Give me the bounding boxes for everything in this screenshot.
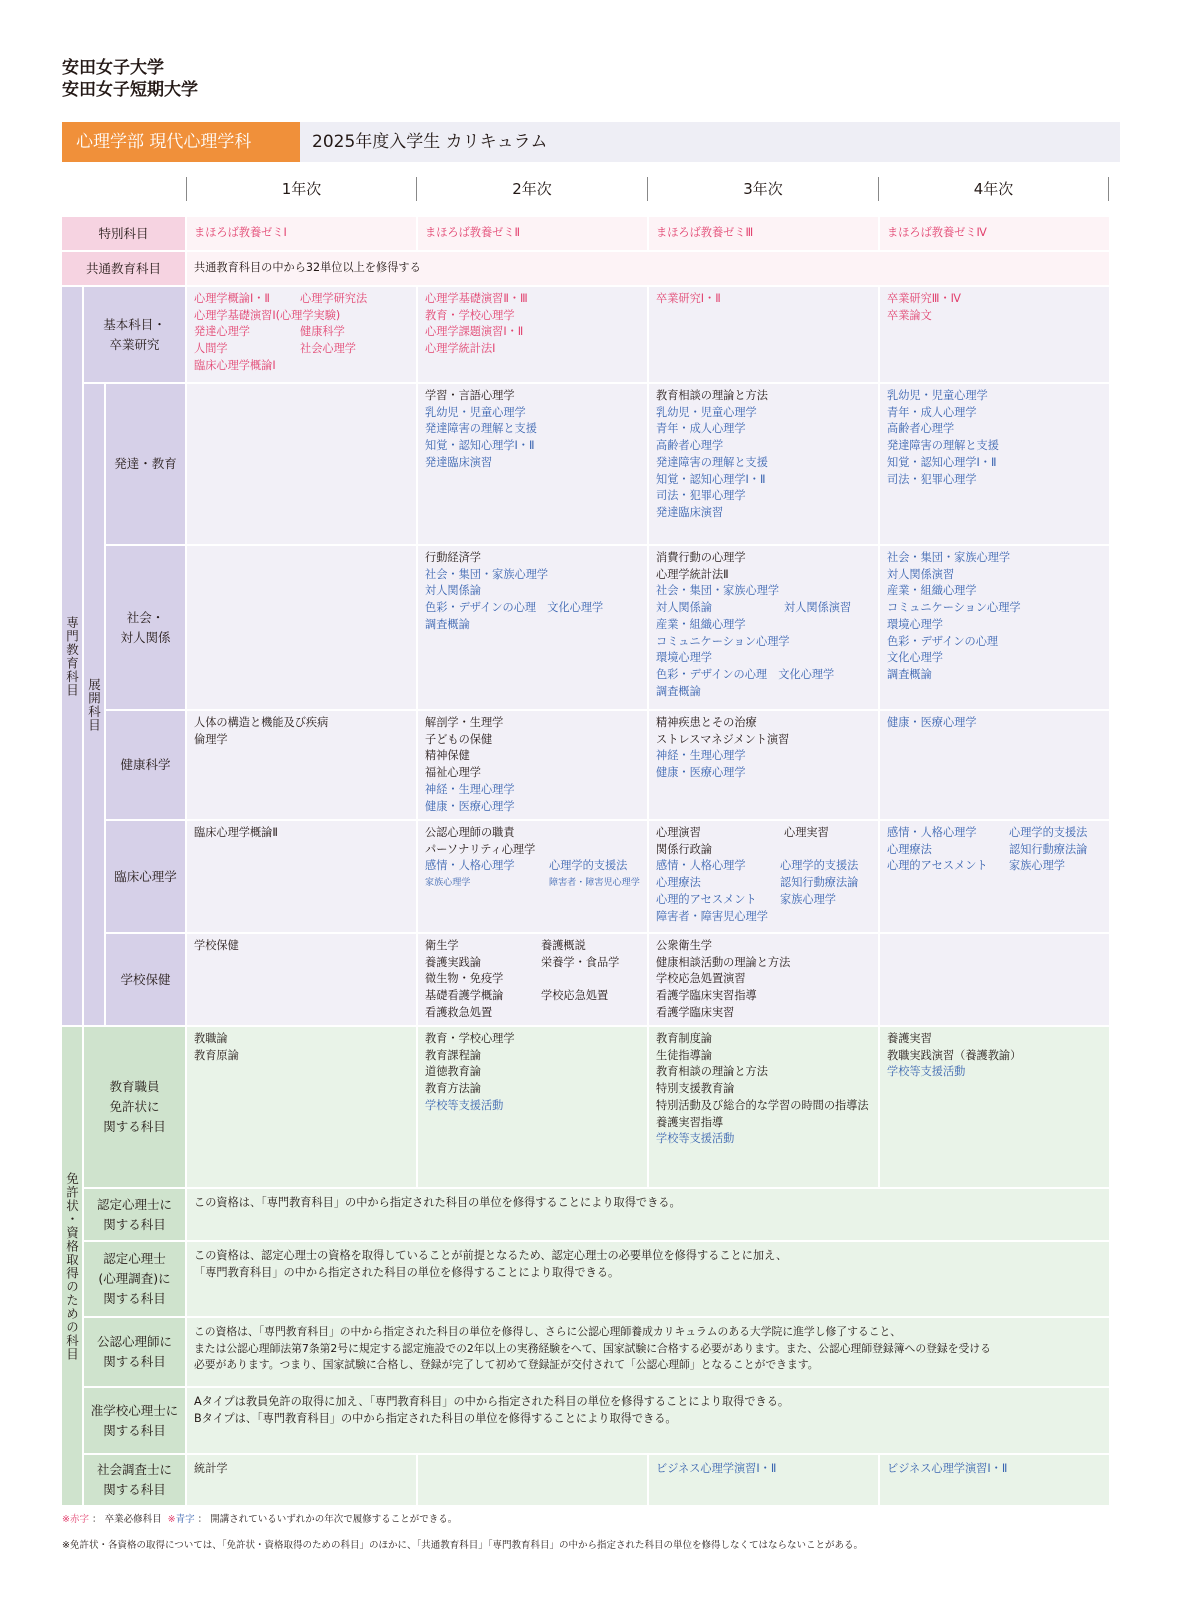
- course-item: 精神保健: [425, 749, 470, 763]
- course-pair: [194, 358, 409, 375]
- course-item: 健康科学: [300, 325, 345, 339]
- course-pair: [656, 634, 871, 651]
- special-y3: まほろば教養ゼミⅢ: [649, 217, 878, 250]
- course-item: パーソナリティ心理学: [425, 842, 536, 856]
- text-line: この資格は、認定心理士の資格を取得していることが前提となるため、認定心理士の必要単位を修得することに加え、: [194, 1249, 788, 1262]
- teacher-y1: [187, 1027, 416, 1187]
- course-item: 倫理学: [194, 732, 228, 746]
- course-item: 行動経済学: [425, 551, 481, 564]
- course-item: 学校応急処置演習: [656, 972, 746, 986]
- school-psych-label: 准学校心理士に 関する科目: [84, 1388, 185, 1453]
- course-item: 心理学基礎演習Ⅱ・Ⅲ: [425, 292, 528, 305]
- course-item: 家族心理学: [1009, 859, 1065, 873]
- course-item: 学習・言語心理学: [425, 389, 515, 402]
- course-item: 教育相談の理論と方法: [656, 389, 768, 402]
- course-item: 乳幼児・児童心理学: [425, 405, 526, 419]
- course-item: 色彩・デザインの心理: [887, 634, 999, 648]
- note-sep: ：: [197, 1514, 208, 1525]
- course-item: 心理学統計法Ⅱ: [656, 567, 729, 581]
- course-item: 心理学統計法Ⅰ: [425, 342, 496, 356]
- course-pair: [194, 341, 409, 358]
- course-item: 基礎看護学概論: [425, 989, 504, 1003]
- license-label: 免許状・資格取得のための科目: [62, 1027, 82, 1505]
- health-y3: [649, 711, 878, 819]
- course-item: 栄養学・食品学: [541, 955, 620, 969]
- course-item: 教育相談の理論と方法: [656, 1065, 768, 1079]
- basic-y1: [187, 287, 416, 382]
- course-item: 教育方法論: [425, 1082, 481, 1096]
- social-y2: [418, 546, 647, 709]
- course-item: 心理学基礎演習Ⅰ(心理学実験): [194, 308, 341, 322]
- special-y1: まほろば教養ゼミⅠ: [187, 217, 416, 250]
- course-item: 障害者・障害児心理学: [656, 909, 768, 923]
- cert-psych-text: この資格は、「専門教育科目」の中から指定された科目の単位を修得することにより取得できる。: [187, 1189, 1109, 1240]
- school-y3: [649, 934, 878, 1025]
- course-pair: [425, 988, 640, 1005]
- school-psych-text: [187, 1388, 1109, 1453]
- course-item: 臨床心理学概論Ⅱ: [194, 826, 278, 839]
- course-item: ストレスマネジメント演習: [656, 732, 790, 746]
- course-item: 青年・成人心理学: [887, 405, 977, 419]
- course-pair: [656, 858, 871, 875]
- social-y3: [649, 546, 878, 709]
- course-pair: [425, 875, 640, 892]
- course-item: 教育課程論: [425, 1048, 481, 1062]
- course-item: 社会心理学: [300, 342, 356, 356]
- course-item: 教職実践演習（養護教諭）: [887, 1048, 1022, 1062]
- course-item: 家族心理学: [425, 878, 471, 889]
- clinical-label: 臨床心理学: [106, 821, 185, 932]
- course-item: 環境心理学: [887, 617, 943, 631]
- teacher-license-label: 教育職員 免許状に 関する科目: [84, 1027, 185, 1187]
- course-item: 社会・集団・家族心理学: [425, 567, 549, 581]
- clinical-y2: [418, 821, 647, 932]
- course-item: 発達障害の理解と支援: [887, 439, 999, 453]
- course-item: 発達臨床演習: [656, 505, 724, 519]
- dev-y3: [649, 384, 878, 544]
- course-item: 心理的アセスメント: [656, 892, 757, 906]
- course-item: 乳幼児・児童心理学: [656, 405, 757, 419]
- course-item: 心理学的支援法: [549, 859, 628, 873]
- text-line: 「専門教育科目」の中から指定された科目の単位を修得することにより取得できる。: [194, 1265, 620, 1279]
- course-item: 産業・組織心理学: [887, 584, 977, 598]
- course-pair: [656, 617, 871, 634]
- course-item: 対人関係演習: [887, 567, 955, 581]
- course-item: 神経・生理心理学: [425, 782, 515, 796]
- course-pair: [656, 684, 871, 701]
- social-survey-y3: ビジネス心理学演習Ⅰ・Ⅱ: [649, 1455, 878, 1505]
- course-item: 子どもの保健: [425, 732, 493, 746]
- course-pair: [656, 892, 871, 909]
- basic-label: 基本科目・ 卒業研究: [84, 287, 185, 382]
- major-label: 専門教育科目: [62, 287, 82, 1025]
- course-item: 心理療法: [656, 876, 701, 890]
- course-item: 感情・人格心理学: [425, 859, 515, 873]
- health-y2: [418, 711, 647, 819]
- course-item: 高齢者心理学: [656, 439, 724, 453]
- course-item: 知覚・認知心理学Ⅰ・Ⅱ: [887, 455, 997, 469]
- course-item: 司法・犯罪心理学: [656, 489, 746, 503]
- course-item: 青年・成人心理学: [656, 422, 746, 436]
- course-pair: [656, 583, 871, 600]
- course-item: 感情・人格心理学: [656, 859, 746, 873]
- dev-y1: [187, 384, 416, 544]
- course-item: 特別支援教育論: [656, 1082, 735, 1096]
- clinical-y1: [187, 821, 416, 932]
- school-y4: [880, 934, 1109, 1025]
- university-name: 安田女子大学: [62, 58, 164, 78]
- course-item: 精神疾患とその治療: [656, 716, 757, 729]
- course-item: 発達障害の理解と支援: [656, 455, 768, 469]
- course-item: 司法・犯罪心理学: [887, 472, 977, 486]
- course-item: 養護実習指導: [656, 1115, 724, 1129]
- course-item: 卒業論文: [887, 308, 932, 322]
- health-y4: [880, 711, 1109, 819]
- page-title: 2025年度入学生 カリキュラム: [300, 122, 1120, 162]
- course-pair: [656, 600, 871, 617]
- text-line: または公認心理師法第7条第2号に規定する認定施設での2年以上の実務経験をへて、国家試験に合格する必要があります。また、公認心理師登録簿への登録を受ける: [194, 1341, 991, 1355]
- course-item: 教育・学校心理学: [425, 308, 515, 322]
- course-pair: [425, 955, 640, 972]
- year-header-1: 1年次: [281, 180, 322, 198]
- course-item: 人間学: [194, 342, 228, 356]
- clinical-y3: [649, 821, 878, 932]
- social-survey-label: 社会調査士に 関する科目: [84, 1455, 185, 1505]
- course-item: 認知行動療法論: [780, 876, 859, 890]
- special-label: 特別科目: [62, 217, 185, 250]
- course-item: 学校等支援活動: [887, 1065, 966, 1079]
- course-item: 特別活動及び総合的な学習の時間の指導法: [656, 1098, 869, 1112]
- cert-survey-label: 認定心理士 (心理調査)に 関する科目: [84, 1242, 185, 1316]
- course-item: 神経・生理心理学: [656, 749, 746, 763]
- text-line: Bタイプは、「専門教育科目」の中から指定された科目の単位を修得することにより取得できる。: [194, 1411, 677, 1425]
- course-item: 心理実習: [784, 826, 829, 839]
- course-item: 発達障害の理解と支援: [425, 422, 537, 436]
- health-label: 健康科学: [106, 711, 185, 819]
- course-item: 認知行動療法論: [1009, 842, 1088, 856]
- text-line: Aタイプは教員免許の取得に加え、「専門教育科目」の中から指定された科目の単位を修得することにより取得できる。: [194, 1395, 790, 1408]
- course-item: 調査概論: [425, 617, 470, 631]
- course-item: 公衆衛生学: [656, 939, 712, 952]
- course-pair: [656, 650, 871, 667]
- course-item: 看護救急処置: [425, 1005, 493, 1019]
- course-pair: [194, 308, 409, 325]
- course-item: 健康相談活動の理論と方法: [656, 955, 791, 969]
- legend-note: [62, 1513, 457, 1526]
- course-item: 心理演習: [656, 826, 701, 839]
- dev-edu-label: 発達・教育: [106, 384, 185, 544]
- course-item: コミュニケーション心理学: [656, 634, 790, 648]
- common-label: 共通教育科目: [62, 252, 185, 285]
- course-item: 衛生学: [425, 939, 459, 952]
- social-y1: [187, 546, 416, 709]
- course-item: 障害者・障害児心理学: [549, 878, 640, 889]
- year-header-4: 4年次: [973, 180, 1014, 198]
- course-pair: [194, 324, 409, 341]
- course-item: 生徒指導論: [656, 1048, 712, 1062]
- course-item: 色彩・デザインの心理 文化心理学: [425, 601, 604, 615]
- special-y2: まほろば教養ゼミⅡ: [418, 217, 647, 250]
- course-item: 卒業研究Ⅲ・Ⅳ: [887, 292, 961, 305]
- course-item: 対人関係演習: [784, 601, 852, 615]
- clinical-y4: [880, 821, 1109, 932]
- red-legend-word: 赤字: [69, 1514, 89, 1525]
- course-pair: [425, 858, 640, 875]
- course-item: 微生物・免疫学: [425, 972, 504, 986]
- school-y1: [187, 934, 416, 1025]
- course-pair: [887, 858, 1102, 875]
- certified-psych-text: [187, 1318, 1109, 1386]
- course-item: 社会・集団・家族心理学: [887, 551, 1011, 564]
- health-y1: [187, 711, 416, 819]
- course-item: 調査概論: [887, 667, 932, 681]
- social-label: 社会・ 対人関係: [106, 546, 185, 709]
- blue-legend-desc: 開講されているいずれかの年次で履修することができる。: [210, 1514, 458, 1525]
- course-item: 学校等支援活動: [656, 1132, 735, 1146]
- course-item: 環境心理学: [656, 651, 712, 665]
- course-item: 心理学研究法: [300, 292, 368, 305]
- course-item: 発達臨床演習: [425, 455, 493, 469]
- course-item: 高齢者心理学: [887, 422, 955, 436]
- special-y4: まほろば教養ゼミⅣ: [880, 217, 1109, 250]
- course-pair: [887, 825, 1102, 842]
- social-survey-y1: 統計学: [187, 1455, 416, 1505]
- cert-psych-label: 認定心理士に 関する科目: [84, 1189, 185, 1240]
- course-item: 心理学的支援法: [1009, 826, 1088, 839]
- course-pair: [425, 1005, 640, 1022]
- course-item: 解剖学・生理学: [425, 716, 504, 729]
- course-item: コミュニケーション心理学: [887, 601, 1021, 615]
- course-pair: [656, 875, 871, 892]
- social-survey-y4: ビジネス心理学演習Ⅰ・Ⅱ: [880, 1455, 1109, 1505]
- dev-y4: [880, 384, 1109, 544]
- course-item: 家族心理学: [780, 892, 836, 906]
- basic-y4: [880, 287, 1109, 382]
- certified-psych-label: 公認心理師に 関する科目: [84, 1318, 185, 1386]
- course-item: 教育原論: [194, 1048, 239, 1062]
- basic-y2: [418, 287, 647, 382]
- college-name: 安田女子短期大学: [62, 80, 198, 100]
- course-item: 知覚・認知心理学Ⅰ・Ⅱ: [656, 472, 766, 486]
- course-item: 健康・医療心理学: [656, 766, 746, 780]
- development-label: 展開科目: [84, 384, 104, 1025]
- course-pair: [656, 909, 871, 926]
- course-item: 心理学概論Ⅰ・Ⅱ: [194, 292, 270, 305]
- basic-y3: [649, 287, 878, 382]
- course-pair: [194, 291, 409, 308]
- teacher-y2: [418, 1027, 647, 1187]
- course-item: 知覚・認知心理学Ⅰ・Ⅱ: [425, 439, 535, 453]
- course-item: 道徳教育論: [425, 1065, 481, 1079]
- dev-y2: [418, 384, 647, 544]
- note-sep: ：: [92, 1514, 102, 1525]
- cert-survey-text: [187, 1242, 1109, 1316]
- course-item: 乳幼児・児童心理学: [887, 389, 988, 402]
- course-pair: [656, 842, 871, 859]
- common-text: 共通教育科目の中から32単位以上を修得する: [187, 252, 1109, 285]
- course-pair: [656, 825, 871, 842]
- course-pair: [656, 667, 871, 684]
- course-item: 養護概説: [541, 939, 586, 952]
- teacher-y4: [880, 1027, 1109, 1187]
- course-item: 養護実習: [887, 1032, 932, 1045]
- note-mark: ※: [62, 1514, 70, 1525]
- course-item: 養護実践論: [425, 955, 481, 969]
- year-divider: [1108, 177, 1109, 201]
- course-item: 人体の構造と機能及び疾病: [194, 716, 329, 729]
- course-item: 発達心理学: [194, 325, 250, 339]
- social-y4: [880, 546, 1109, 709]
- course-item: 心理的アセスメント: [887, 859, 988, 873]
- course-item: 色彩・デザインの心理 文化心理学: [656, 667, 835, 681]
- course-item: 学校保健: [194, 939, 239, 952]
- course-item: 健康・医療心理学: [887, 716, 977, 729]
- license-note: ※免許状・各資格の取得については、「免許状・資格取得のための科目」のほかに、「共通教育科目」「専門教育科目」の中から指定された科目の単位を修得しなくてはならないことがある。: [62, 1540, 864, 1551]
- course-item: 調査概論: [656, 684, 701, 698]
- course-pair: [425, 971, 640, 988]
- text-line: この資格は、「専門教育科目」の中から指定された科目の単位を修得し、さらに公認心理師養成カリキュラムのある大学院に進学し修了すること、: [194, 1325, 902, 1338]
- course-item: 公認心理師の職責: [425, 826, 515, 839]
- course-item: 教職論: [194, 1032, 228, 1045]
- course-pair: [425, 938, 640, 955]
- course-item: 感情・人格心理学: [887, 826, 977, 839]
- year-header-2: 2年次: [512, 180, 552, 198]
- department-label: 心理学部 現代心理学科: [62, 122, 300, 162]
- course-item: 文化心理学: [887, 651, 943, 665]
- red-legend-desc: 卒業必修科目: [104, 1514, 162, 1525]
- course-item: 対人関係論: [656, 601, 712, 615]
- course-item: 心理学課題演習Ⅰ・Ⅱ: [425, 325, 524, 339]
- course-item: 教育制度論: [656, 1032, 712, 1045]
- teacher-y3: [649, 1027, 878, 1187]
- school-health-label: 学校保健: [106, 934, 185, 1025]
- course-item: 福祉心理学: [425, 766, 481, 780]
- course-item: 学校応急処置: [541, 989, 609, 1003]
- course-item: 看護学臨床実習指導: [656, 989, 757, 1003]
- text-line: 必要があります。つまり、国家試験に合格し、登録が完了して初めて登録証が交付されて「公認心理師」となることができます。: [194, 1358, 819, 1372]
- course-item: 心理学的支援法: [780, 859, 859, 873]
- course-item: 産業・組織心理学: [656, 617, 746, 631]
- school-y2: [418, 934, 647, 1025]
- course-item: 社会・集団・家族心理学: [656, 584, 780, 598]
- year-header-3: 3年次: [743, 180, 783, 198]
- course-item: 卒業研究Ⅰ・Ⅱ: [656, 292, 721, 305]
- course-item: 臨床心理学概論Ⅰ: [194, 358, 276, 372]
- course-item: 消費行動の心理学: [656, 551, 746, 564]
- course-item: 心理療法: [887, 842, 932, 856]
- course-item: 看護学臨床実習: [656, 1005, 735, 1019]
- course-item: 学校等支援活動: [425, 1098, 504, 1112]
- blue-legend-word: 青字: [175, 1514, 195, 1525]
- social-survey-y2: [418, 1455, 647, 1505]
- course-item: 対人関係論: [425, 584, 481, 598]
- course-item: 健康・医療心理学: [425, 799, 515, 813]
- course-item: 教育・学校心理学: [425, 1032, 515, 1045]
- note-mark: ※: [167, 1514, 176, 1525]
- course-item: 関係行政論: [656, 842, 712, 856]
- course-pair: [887, 842, 1102, 859]
